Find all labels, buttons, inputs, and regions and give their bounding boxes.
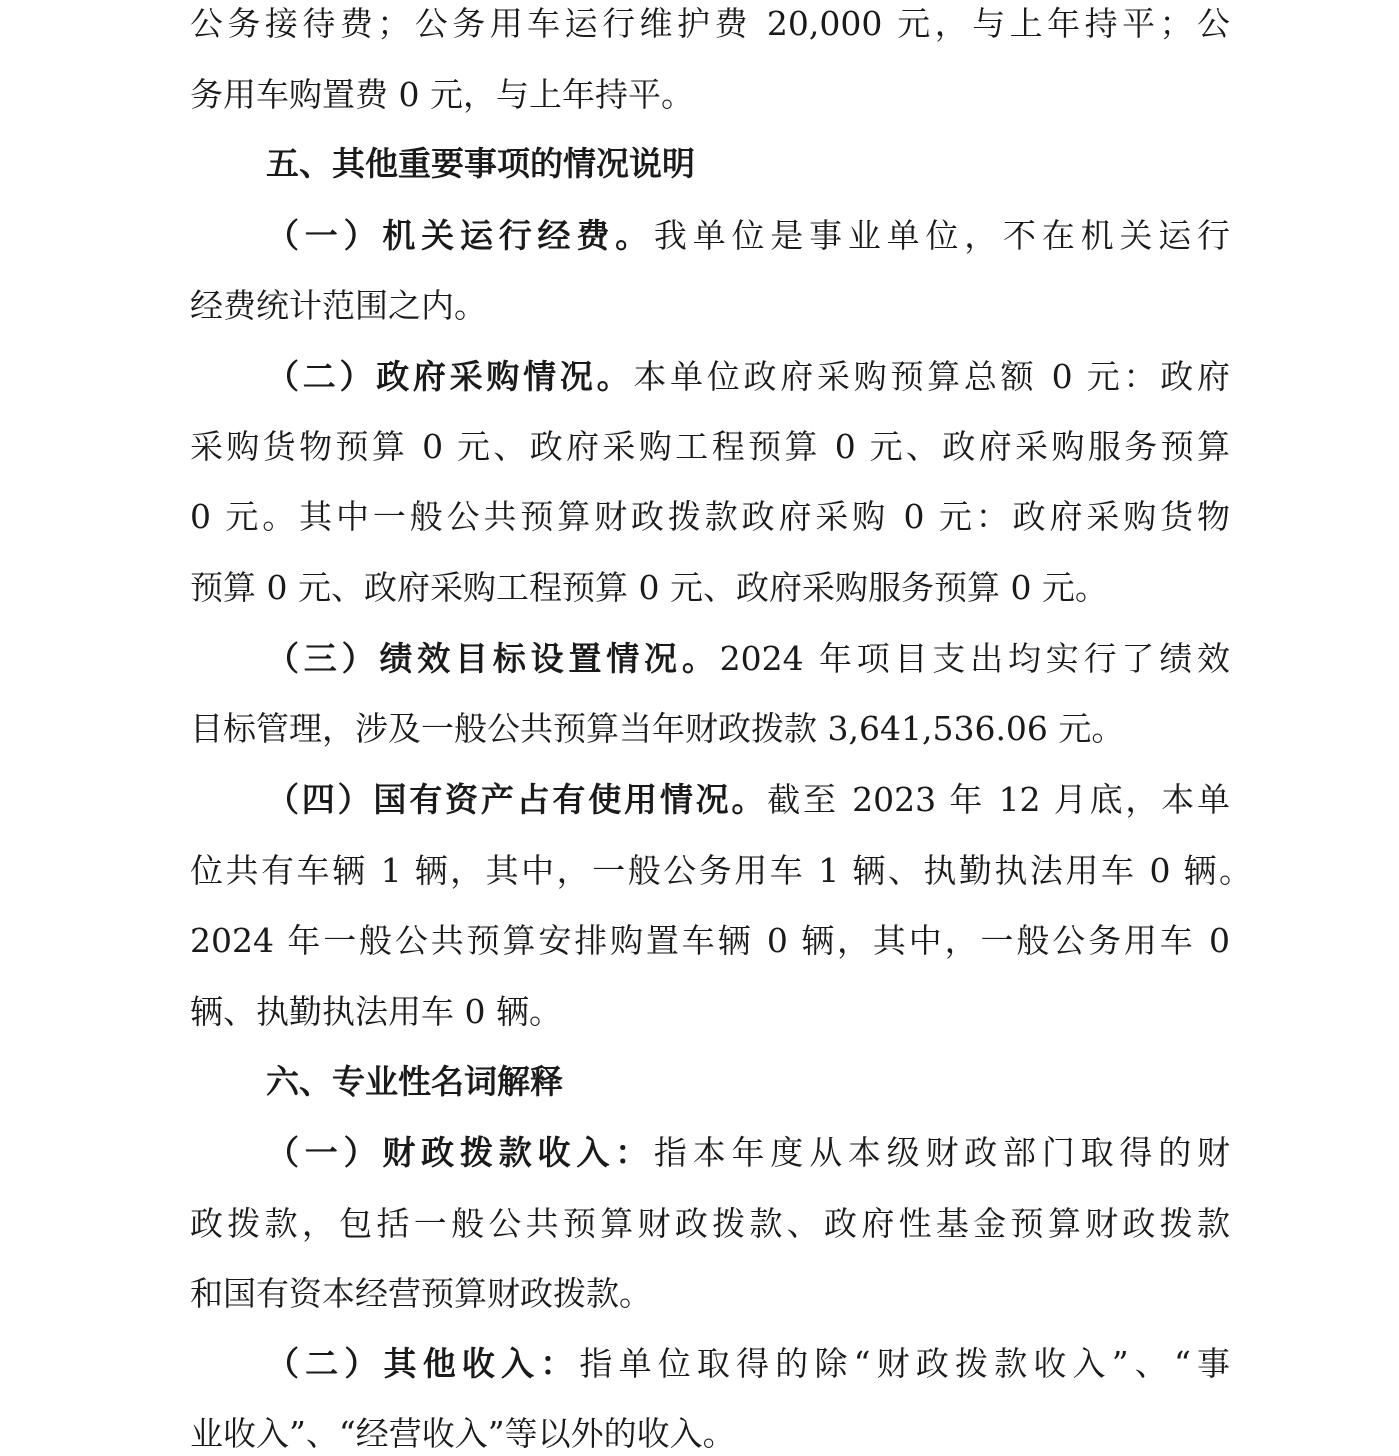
text-line: 辆、执勤执法用车 0 辆。 xyxy=(190,992,562,1031)
paragraph-line xyxy=(266,1133,1230,1173)
paragraph-lead: （二）其他收入： xyxy=(266,1344,580,1383)
paragraph-lead: （三）绩效目标设置情况。 xyxy=(266,639,720,678)
paragraph-line xyxy=(266,216,1230,256)
text-line: 2024 年一般公共预算安排购置车辆 0 辆，其中，一般公务用车 0 xyxy=(190,921,1230,960)
text-line: 业收入”、“经营收入”等以外的收入。 xyxy=(190,1414,736,1453)
section-heading-6: 六、专业性名词解释 xyxy=(266,1062,563,1101)
paragraph-lead: （二）政府采购情况。 xyxy=(266,357,634,396)
paragraph-line xyxy=(266,357,1230,397)
paragraph-text: 2024 年项目支出均实行了绩效 xyxy=(719,639,1230,678)
paragraph-text: 截至 2023 年 12 月底，本单 xyxy=(767,780,1231,819)
text-line: 和国有资本经营预算财政拨款。 xyxy=(190,1274,652,1313)
text-line: 位共有车辆 1 辆，其中，一般公务用车 1 辆、执勤执法用车 0 辆。 xyxy=(190,851,1252,890)
paragraph-lead: （一）财政拨款收入： xyxy=(266,1133,654,1172)
paragraph-line xyxy=(266,639,1230,679)
text-line: 务用车购置费 0 元，与上年持平。 xyxy=(190,75,694,114)
text-line: 目标管理，涉及一般公共预算当年财政拨款 3,641,536.06 元。 xyxy=(190,709,1125,748)
text-line: 经费统计范围之内。 xyxy=(190,286,487,325)
text-line: 公务接待费；公务用车运行维护费 20,000 元，与上年持平；公 xyxy=(190,4,1230,43)
text-line: 政拨款，包括一般公共预算财政拨款、政府性基金预算财政拨款 xyxy=(190,1204,1230,1243)
paragraph-text: 指本年度从本级财政部门取得的财 xyxy=(653,1133,1231,1172)
paragraph-lead: （一）机关运行经费。 xyxy=(266,216,654,255)
paragraph-line xyxy=(266,780,1230,820)
paragraph-lead: （四）国有资产占有使用情况。 xyxy=(266,780,768,819)
paragraph-text: 指单位取得的除“财政拨款收入”、“事 xyxy=(579,1344,1230,1383)
paragraph-line xyxy=(266,1344,1230,1384)
text-line: 0 元。其中一般公共预算财政拨款政府采购 0 元：政府采购货物 xyxy=(190,497,1230,536)
text-line: 采购货物预算 0 元、政府采购工程预算 0 元、政府采购服务预算 xyxy=(190,427,1230,466)
section-heading-5: 五、其他重要事项的情况说明 xyxy=(266,144,695,183)
paragraph-text: 本单位政府采购预算总额 0 元：政府 xyxy=(633,357,1231,396)
text-line: 预算 0 元、政府采购工程预算 0 元、政府采购服务预算 0 元。 xyxy=(190,568,1108,607)
paragraph-text: 我单位是事业单位，不在机关运行 xyxy=(653,216,1231,255)
